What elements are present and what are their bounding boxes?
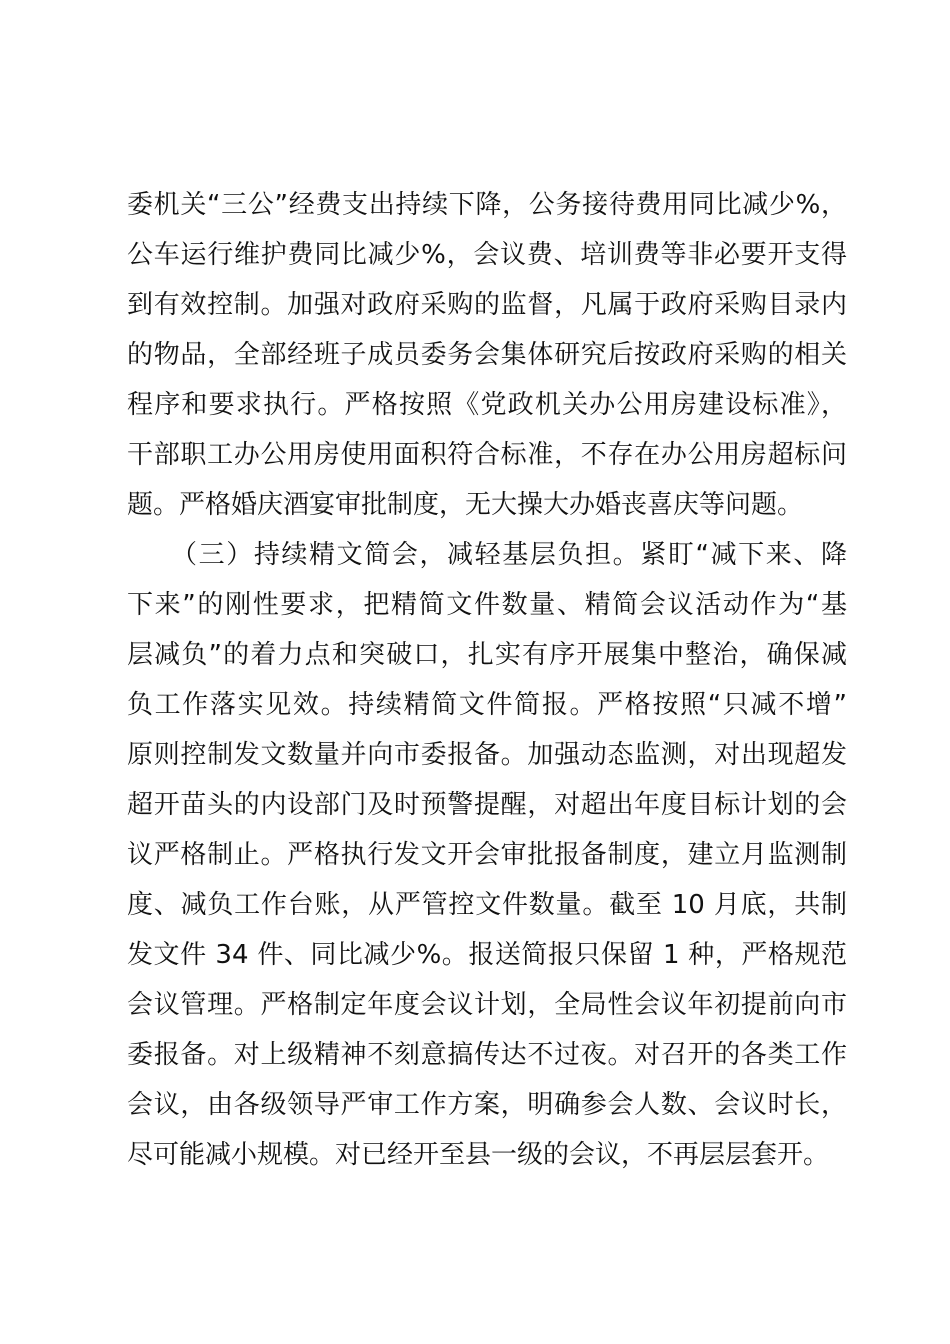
text-line: 层减负”的着力点和突破口，扎实有序开展集中整治，确保减	[127, 640, 847, 670]
text-line: 度、减负工作台账，从严管控文件数量。截至 10 月底，共制	[127, 890, 847, 920]
text-line: 的物品，全部经班子成员委务会集体研究后按政府采购的相关	[127, 340, 847, 370]
text-line: 原则控制发文数量并向市委报备。加强动态监测，对出现超发	[127, 740, 847, 770]
text-line: 委报备。对上级精神不刻意搞传达不过夜。对召开的各类工作	[127, 1040, 847, 1070]
text-line: 会议管理。严格制定年度会议计划，全局性会议年初提前向市	[127, 990, 847, 1020]
text-line: 发文件 34 件、同比减少%。报送简报只保留 1 种，严格规范	[127, 940, 847, 970]
paragraph	[127, 530, 847, 1180]
text-line: 公车运行维护费同比减少%，会议费、培训费等非必要开支得	[127, 240, 847, 270]
text-line: 干部职工办公用房使用面积符合标准，不存在办公用房超标问	[127, 440, 847, 470]
paragraph	[127, 180, 847, 530]
text-line: 到有效控制。加强对政府采购的监督，凡属于政府采购目录内	[127, 290, 847, 320]
text-line: 超开苗头的内设部门及时预警提醒，对超出年度目标计划的会	[127, 790, 847, 820]
text-line: 会议，由各级领导严审工作方案，明确参会人数、会议时长，	[127, 1090, 847, 1120]
text-line: 议严格制止。严格执行发文开会审批报备制度，建立月监测制	[127, 840, 847, 870]
text-line: 下来”的刚性要求，把精简文件数量、精简会议活动作为“基	[127, 590, 847, 620]
text-line: 程序和要求执行。严格按照《党政机关办公用房建设标准》，	[127, 390, 847, 420]
text-line: （三）持续精文简会，减轻基层负担。紧盯“减下来、降	[171, 540, 847, 570]
text-line: 负工作落实见效。持续精简文件简报。严格按照“只减不增”	[127, 690, 847, 720]
text-line: 题。严格婚庆酒宴审批制度，无大操大办婚丧喜庆等问题。	[127, 490, 804, 520]
document-body	[127, 180, 847, 1180]
text-line: 尽可能减小规模。对已经开至县一级的会议，不再层层套开。	[127, 1140, 830, 1170]
text-line: 委机关“三公”经费支出持续下降，公务接待费用同比减少%，	[127, 190, 847, 220]
